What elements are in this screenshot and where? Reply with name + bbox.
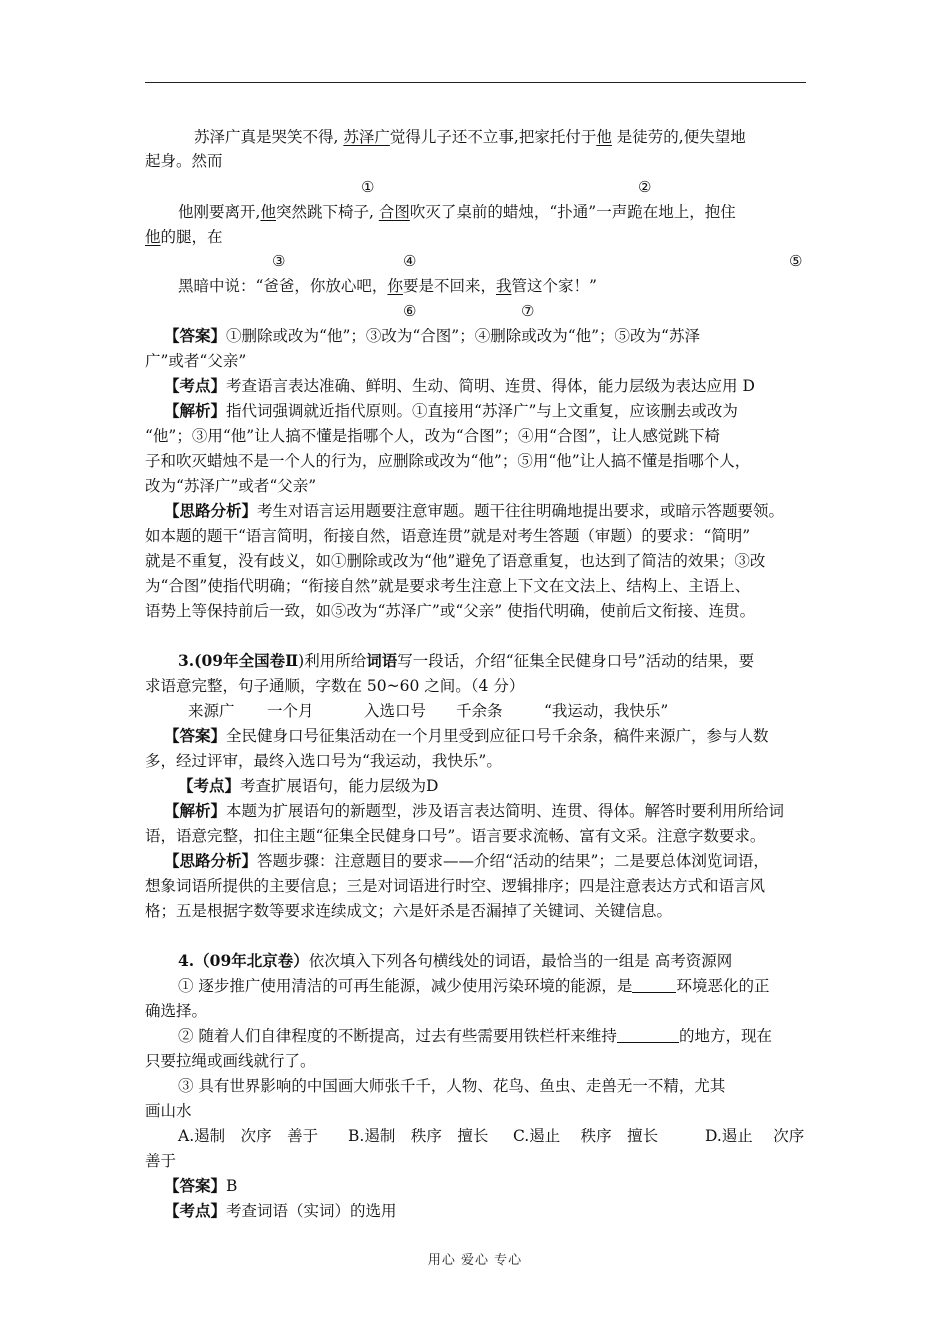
q3-title-line-1: 3.(09年全国卷Ⅱ)利用所给词语写一段话，介绍“征集全民健身口号”活动的结果，要: [178, 651, 755, 670]
q3-point: 【考点】考查扩展语句，能力层级为D: [178, 776, 439, 795]
q4-point: 【考点】考查词语（实词）的选用: [164, 1201, 397, 1220]
header-rule: [145, 82, 806, 83]
q2-thought-line-1: 【思路分析】考生对语言运用题要注意审题。题干往往明确地提出要求，或暗示答题要领。: [164, 501, 785, 520]
q4-answer: 【答案】B: [164, 1176, 238, 1195]
q4-option-d-cont: 善于: [145, 1152, 177, 1170]
q2-analysis-line-1: 【解析】指代词强调就近指代原则。①直接用“苏泽广”与上文重复，应该删去或改为: [164, 401, 738, 420]
circle-number-6: ⑥: [403, 302, 417, 320]
q2-answer-line-2: 广”或者“父亲”: [145, 352, 247, 370]
q3-analysis-line-1: 【解析】本题为扩展语句的新题型，涉及语言表达简明、连贯、得体。解答时要利用所给词: [164, 801, 785, 820]
story-line-2: 起身。然而: [145, 152, 223, 170]
story-line-3: 他刚要离开,他突然跳下椅子, 合图吹灭了桌前的蜡烛，“扑通”一声跪在地上，抱住: [178, 203, 736, 221]
q4-sentence-3-cont: 画山水: [145, 1102, 192, 1120]
q3-answer-line-1: 【答案】全民健身口号征集活动在一个月里受到应征口号千余条，稿件来源广，参与人数: [164, 726, 769, 745]
q2-point: 【考点】考查语言表达准确、鲜明、生动、简明、连贯、得体，能力层级为表达应用 D: [164, 376, 755, 395]
q4-option-b: B.遏制 秩序 擅长: [348, 1127, 489, 1145]
q4-sentence-1-cont: 确选择。: [145, 1002, 208, 1020]
q3-word-1: 来源广: [188, 702, 235, 720]
q4-option-c: C.遏止 秩序 擅长: [513, 1127, 659, 1145]
q2-thought-line-2: 如本题的题干“语言简明，衔接自然，语意连贯”就是对考生答题（审题）的要求：“简明”: [145, 527, 751, 545]
q3-thought-line-1: 【思路分析】答题步骤：注意题目的要求——介绍“活动的结果”；二是要总体浏览词语，: [164, 851, 769, 870]
q2-analysis-line-4: 改为“苏泽广”或者“父亲”: [145, 477, 317, 495]
circle-number-4: ④: [403, 252, 417, 270]
blank-2: [617, 1027, 679, 1043]
story-line-1: 苏泽广真是哭笑不得, 苏泽广觉得儿子还不立事,把家托付于他 是徒劳的,便失望地: [194, 128, 746, 146]
page-footer: 用心 爱心 专心: [427, 1253, 523, 1268]
circle-number-5: ⑤: [789, 252, 803, 270]
q3-word-3: 入选口号: [364, 702, 427, 720]
q2-analysis-line-2: “他”；③用“他”让人搞不懂是指哪个人，改为“合图”；④用“合图”，让人感觉跳下椅: [145, 427, 720, 445]
q4-option-d: D.遏止 次序: [705, 1127, 805, 1145]
q2-thought-line-5: 语势上等保持前后一致，如⑤改为“苏泽广”或“父亲” 使指代明确，使前后文衔接、连贯。: [145, 602, 756, 620]
story-line-5: 黑暗中说：“爸爸，你放心吧，你要是不回来，我管这个家！”: [178, 277, 597, 295]
circle-number-1: ①: [361, 178, 375, 196]
q2-thought-line-4: 为“合图”使指代明确；“衔接自然”就是要求考生注意上下文在文法上、结构上、主语上、: [145, 577, 751, 595]
q4-option-a: A.遏制 次序 善于: [178, 1127, 319, 1145]
circle-number-3: ③: [272, 252, 286, 270]
q4-sentence-1: ① 逐步推广使用清洁的可再生能源，减少使用污染环境的能源，是 环境恶化的正: [178, 977, 770, 995]
q4-title: 4.（09年北京卷）依次填入下列各句横线处的词语，最恰当的一组是 高考资源网: [178, 951, 733, 970]
q3-thought-line-2: 想象词语所提供的主要信息；三是对词语进行时空、逻辑排序；四是注意表达方式和语言风: [145, 877, 766, 895]
q3-thought-line-3: 格；五是根据字数等要求连续成文；六是奸杀是否漏掉了关键词、关键信息。: [145, 902, 673, 920]
story-line-4: 他的腿，在: [145, 228, 223, 246]
q4-sentence-3: ③ 具有世界影响的中国画大师张千千，人物、花鸟、鱼虫、走兽无一不精，尤其: [178, 1077, 726, 1095]
q3-title-line-2: 求语意完整，句子通顺，字数在 50~60 之间。（4 分）: [145, 677, 525, 695]
q3-word-5: “我运动，我快乐”: [544, 702, 669, 720]
q3-word-2: 一个月: [267, 702, 314, 720]
circle-number-7: ⑦: [521, 302, 535, 320]
circle-number-2: ②: [638, 178, 652, 196]
q2-answer-line-1: 【答案】①删除或改为“他”；③改为“合图”；④删除或改为“他”；⑤改为“苏泽: [164, 326, 700, 345]
q3-answer-line-2: 多，经过评审，最终入选口号为“我运动，我快乐”。: [145, 752, 502, 770]
q3-analysis-line-2: 语，语意完整，扣住主题“征集全民健身口号”。语言要求流畅、富有文采。注意字数要求。: [145, 827, 766, 845]
q4-sentence-2-cont: 只要拉绳或画线就行了。: [145, 1052, 316, 1070]
q4-sentence-2: ② 随着人们自律程度的不断提高，过去有些需要用铁栏杆来维持 的地方，现在: [178, 1027, 772, 1045]
q2-thought-line-3: 就是不重复，没有歧义，如①删除或改为“他”避免了语意重复，也达到了简洁的效果；③改: [145, 552, 766, 570]
blank-1: [632, 977, 676, 993]
q3-word-4: 千余条: [456, 702, 503, 720]
q2-analysis-line-3: 子和吹灭蜡烛不是一个人的行为，应删除或改为“他”；⑤用“他”让人搞不懂是指哪个人，: [145, 452, 751, 470]
